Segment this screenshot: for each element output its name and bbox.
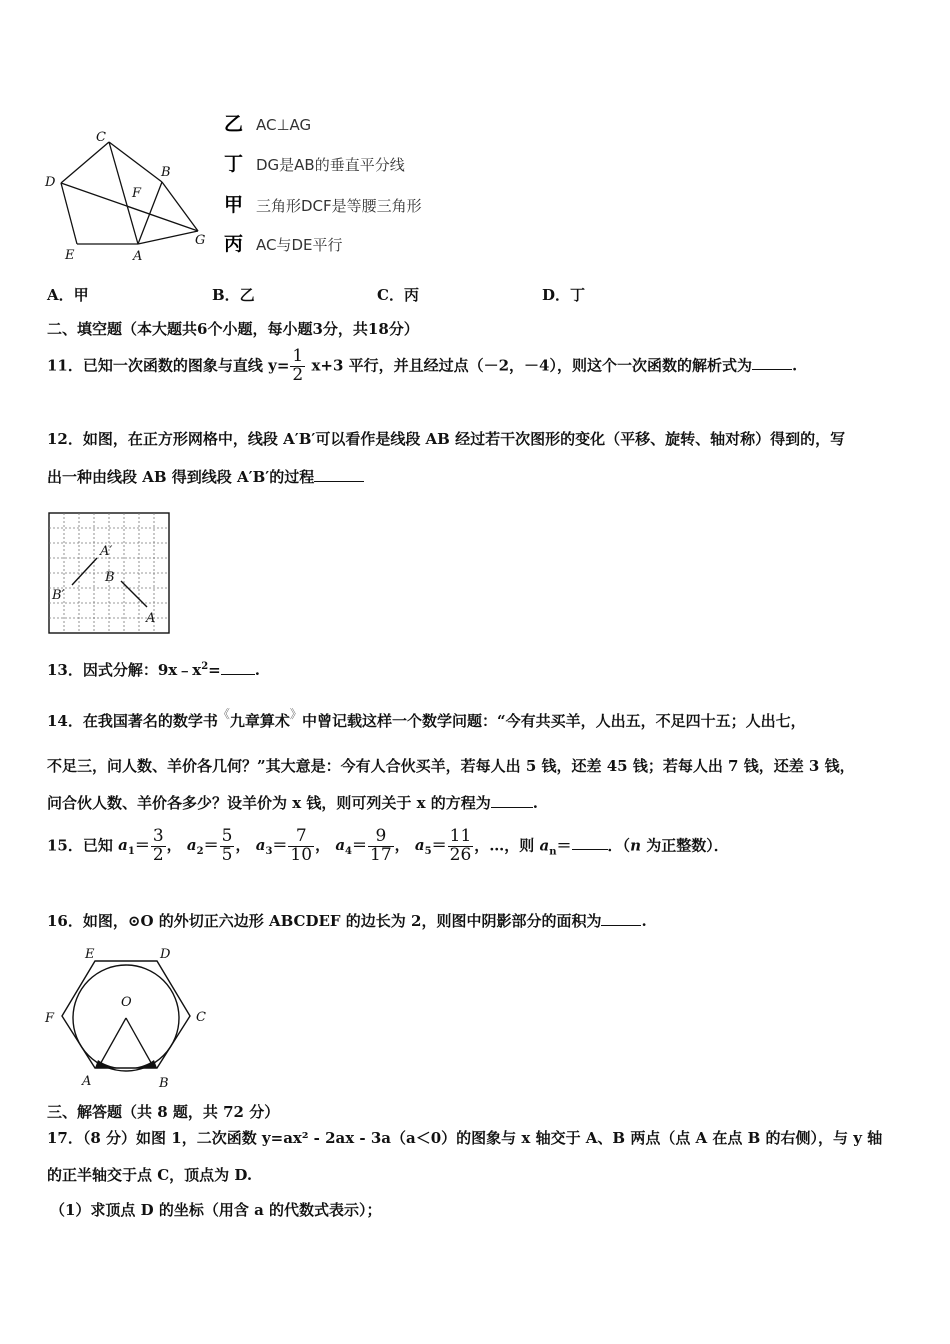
question-16 [47,913,647,929]
statement-key: 乙 [224,113,244,135]
q16-text: 16．如图，⊙O 的外切正六边形 ABCDEF 的边长为 2，则图中阴影部分的面积为 [47,912,602,930]
statement-text: AC⊥AG [256,116,312,134]
question-12-line2 [47,469,364,485]
answer-blank [221,662,255,675]
question-17-line2: 的正半轴交于点 C，顶点为 D. [47,1166,253,1184]
statement-key: 丙 [224,233,244,255]
label-b: B [159,1076,169,1091]
q14-line1a: 14．在我国著名的数学书 [47,712,218,730]
quadrilateral-figure [40,126,220,262]
segment-a1b1 [72,558,97,585]
question-17-part1: （1）求顶点 D 的坐标（用含 a 的代数式表示）； [50,1201,382,1219]
question-14-line1 [47,708,806,729]
answer-blank [752,357,792,370]
q14-line1b: 中曾记载这样一个数学问题：“今有共买羊，人出五，不足四十五；人出七， [301,712,806,730]
segment-ag [138,231,198,244]
segment-bg [162,182,198,231]
label-c: C [196,1010,206,1025]
radius-oa [98,1018,126,1068]
q12-line2-text: 出一种由线段 AB 得到线段 A′B′的过程 [47,468,315,486]
statement-text: AC与DE平行 [256,236,343,254]
hexagon-figure [40,942,220,1092]
answer-blank [572,837,608,850]
label-g: G [195,233,206,248]
statement-text: DG是AB的垂直平分线 [256,156,405,174]
q13-end: . [254,661,260,679]
question-17-line1: 17．（8 分）如图 1，二次函数 y=ax² - 2ax - 3a（a＜0）的图象与 x 轴交于 A、B 两点（点 A 在点 B 的右侧），与 y 轴 [47,1129,883,1147]
q15-dots: ，…，则 [474,836,540,855]
hexagon-abcdef [62,961,190,1068]
statement-jia [224,190,422,217]
label-b: B [161,165,171,180]
q14-end: . [532,794,539,812]
label-d: D [160,947,171,962]
question-12-line1: 12．如图，在正方形网格中，线段 A′B′可以看作是线段 AB 经过若干次图形的变化（平移、旋转、轴对称）得到的，写 [47,430,846,448]
question-14-line2: 不足三，问人数、羊价各几何？”其大意是：今有人合伙买羊，若每人出 5 钱，还差 45 钱；若每人出 7 钱，还差 3 钱， [47,757,855,775]
q15-tail: ．（ [607,836,631,855]
section-2-title: 二、填空题（本大题共6个小题，每小题3分，共18分） [47,320,419,338]
book-title: 九章算术 [229,712,290,730]
label-d: D [45,175,56,190]
label-a: A [82,1074,92,1089]
sequence-term-1: $a_1=$ $\frac{3}{2}$ ， [118,826,182,865]
option-d: D．丁 [542,286,586,304]
segment-dg [61,183,198,231]
grid-figure [47,511,171,635]
sequence-term-5: $a_5=$ $\frac{11}{26}$ [414,826,472,865]
q11-fraction [290,348,305,385]
question-14-line3 [47,795,538,811]
question-15 [47,828,729,865]
statement-ding [224,149,405,176]
shaded-region-right [132,1060,157,1068]
segment-de [61,183,77,244]
fraction-denominator: 2 [292,364,304,385]
q15-n: n [630,836,641,855]
statement-bing [224,229,343,256]
q11-part1: 11．已知一次函数的图象与直线 y= [47,356,290,375]
label-a: A [146,611,156,626]
q13-tail: = [208,661,221,679]
statement-text: 三角形DCF是等腰三角形 [256,197,422,215]
q16-end: . [641,912,647,930]
label-f: F [45,1011,55,1026]
q14-line3-text: 问合伙人数、羊价各多少？设羊价为 x 钱，则可列关于 x 的方程为 [47,794,491,812]
option-a: A．甲 [47,286,89,304]
section-3-title: 三、解答题（共 8 题，共 72 分） [47,1103,280,1121]
label-e: E [85,947,95,962]
option-c: C．丙 [377,286,419,304]
answer-blank [601,913,641,926]
q11-part2: x+3 平行，并且经过点（－2，－4），则这个一次函数的解析式为 [306,356,752,375]
shaded-region-left [95,1060,120,1068]
answer-blank [491,795,533,808]
label-o: O [121,995,132,1010]
q15-prefix: 15．已知 [47,836,119,855]
sequence-term-2: $a_2=$ $\frac{5}{5}$ ， [186,826,251,865]
answer-blank [314,469,364,482]
sequence-term-3: $a_3=$ $\frac{7}{10}$ ， [255,826,331,865]
label-f: F [132,186,142,201]
segment-cb [109,142,162,182]
q15-eq: ＝ [556,836,572,855]
option-b: B．乙 [212,286,255,304]
q15-an: a [539,836,550,855]
q15-tail2: 为正整数）． [640,836,729,855]
label-e: E [65,248,75,262]
q11-end: . [792,356,798,375]
statement-key: 丁 [224,153,244,175]
q15-an-sub: n [549,846,557,858]
fraction-numerator: 1 [292,346,304,366]
q13-exponent: 2 [201,661,209,672]
question-13 [47,662,260,678]
sequence-term-4: $a_4=$ $\frac{9}{17}$ ， [335,826,410,865]
statement-key: 甲 [224,194,244,216]
segment-dc [61,142,109,183]
label-c: C [96,130,106,145]
label-a-prime: A′ [100,544,113,559]
radius-ob [126,1018,154,1068]
label-a: A [133,249,143,262]
label-b: B [105,570,115,585]
segment-ab [138,182,162,244]
q13-text: 13．因式分解：9x﹣x [47,661,202,679]
question-11 [47,348,797,385]
book-open-bracket: 《 [217,707,230,721]
statement-yi [224,109,311,136]
label-b-prime: B′ [52,588,65,603]
book-close-bracket: 》 [289,707,302,721]
